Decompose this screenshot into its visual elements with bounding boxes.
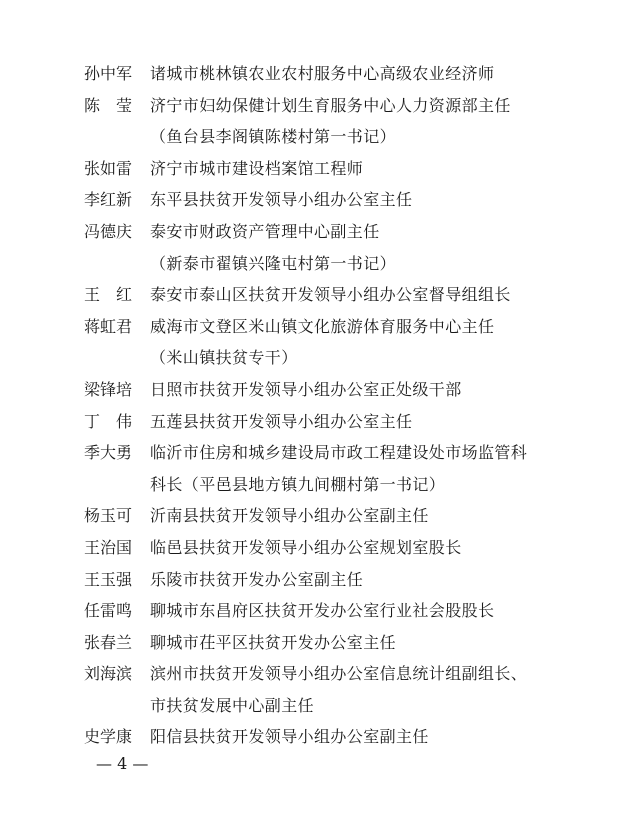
- person-name: 王 红: [84, 285, 133, 305]
- list-item-continuation: [84, 248, 564, 280]
- list-item: [84, 627, 564, 659]
- person-name: 季大勇: [84, 443, 133, 463]
- person-position: 阳信县扶贫开发领导小组办公室副主任: [150, 727, 429, 747]
- person-position: 五莲县扶贫开发领导小组办公室主任: [150, 411, 413, 431]
- personnel-list: [84, 58, 564, 753]
- person-name: 张如雷: [84, 158, 133, 178]
- person-position: 临沂市住房和城乡建设局市政工程建设处市场监管科: [150, 443, 528, 463]
- person-name: 梁锋培: [84, 379, 133, 399]
- person-position: 威海市文登区米山镇文化旅游体育服务中心主任: [150, 316, 495, 336]
- person-position: （米山镇扶贫专干）: [150, 348, 298, 368]
- person-name: 孙中军: [84, 64, 133, 83]
- person-name: 刘海滨: [84, 664, 133, 684]
- person-position: 沂南县扶贫开发领导小组办公室副主任: [150, 506, 429, 526]
- person-name: 冯德庆: [84, 221, 133, 241]
- person-position: 泰安市财政资产管理中心副主任: [150, 221, 380, 241]
- list-item: [84, 216, 564, 248]
- list-item-continuation: [84, 121, 564, 153]
- list-item: [84, 595, 564, 627]
- person-position: 诸城市桃林镇农业农村服务中心高级农业经济师: [150, 64, 495, 83]
- person-position: 聊城市东昌府区扶贫开发办公室行业社会股股长: [150, 601, 495, 621]
- person-position: （鱼台县李阁镇陈楼村第一书记）: [150, 127, 397, 147]
- list-item: [84, 279, 564, 311]
- person-position: 聊城市茌平区扶贫开发办公室主任: [150, 632, 397, 652]
- person-name: 张春兰: [84, 632, 133, 652]
- person-position: 日照市扶贫开发领导小组办公室正处级干部: [150, 379, 462, 399]
- person-name: 李红新: [84, 190, 133, 210]
- person-name: 王治国: [84, 537, 133, 557]
- page-number: — 4 —: [96, 754, 149, 773]
- person-position: 滨州市扶贫开发领导小组办公室信息统计组副组长、: [150, 664, 528, 684]
- person-name: 王玉强: [84, 569, 133, 589]
- person-name: 丁 伟: [84, 411, 133, 431]
- person-position: 济宁市妇幼保健计划生育服务中心人力资源部主任: [150, 95, 511, 115]
- list-item: [84, 153, 564, 185]
- person-position: 泰安市泰山区扶贫开发领导小组办公室督导组组长: [150, 285, 511, 305]
- person-position: 科长（平邑县地方镇九间棚村第一书记）: [150, 474, 446, 494]
- person-position: 东平县扶贫开发领导小组办公室主任: [150, 190, 413, 210]
- person-position: 临邑县扶贫开发领导小组办公室规划室股长: [150, 537, 462, 557]
- person-position: 市扶贫发展中心副主任: [150, 695, 315, 715]
- list-item: [84, 500, 564, 532]
- list-item: [84, 406, 564, 438]
- list-item: [84, 184, 564, 216]
- person-position: （新泰市翟镇兴隆屯村第一书记）: [150, 253, 397, 273]
- list-item: [84, 658, 564, 690]
- list-item: [84, 311, 564, 343]
- list-item-continuation: [84, 342, 564, 374]
- person-position: 济宁市城市建设档案馆工程师: [150, 158, 364, 178]
- list-item-continuation: [84, 690, 564, 722]
- person-name: 蒋虹君: [84, 316, 133, 336]
- person-name: 杨玉可: [84, 506, 133, 526]
- list-item: [84, 532, 564, 564]
- list-item: [84, 374, 564, 406]
- person-name: 陈 莹: [84, 95, 133, 115]
- person-position: 乐陵市扶贫开发办公室副主任: [150, 569, 364, 589]
- list-item: [84, 90, 564, 122]
- list-item: [84, 721, 564, 753]
- list-item: [84, 437, 564, 469]
- person-name: 任雷鸣: [84, 601, 133, 621]
- person-name: 史学康: [84, 727, 133, 747]
- list-item-continuation: [84, 469, 564, 501]
- list-item: [84, 564, 564, 596]
- list-item: [84, 58, 564, 90]
